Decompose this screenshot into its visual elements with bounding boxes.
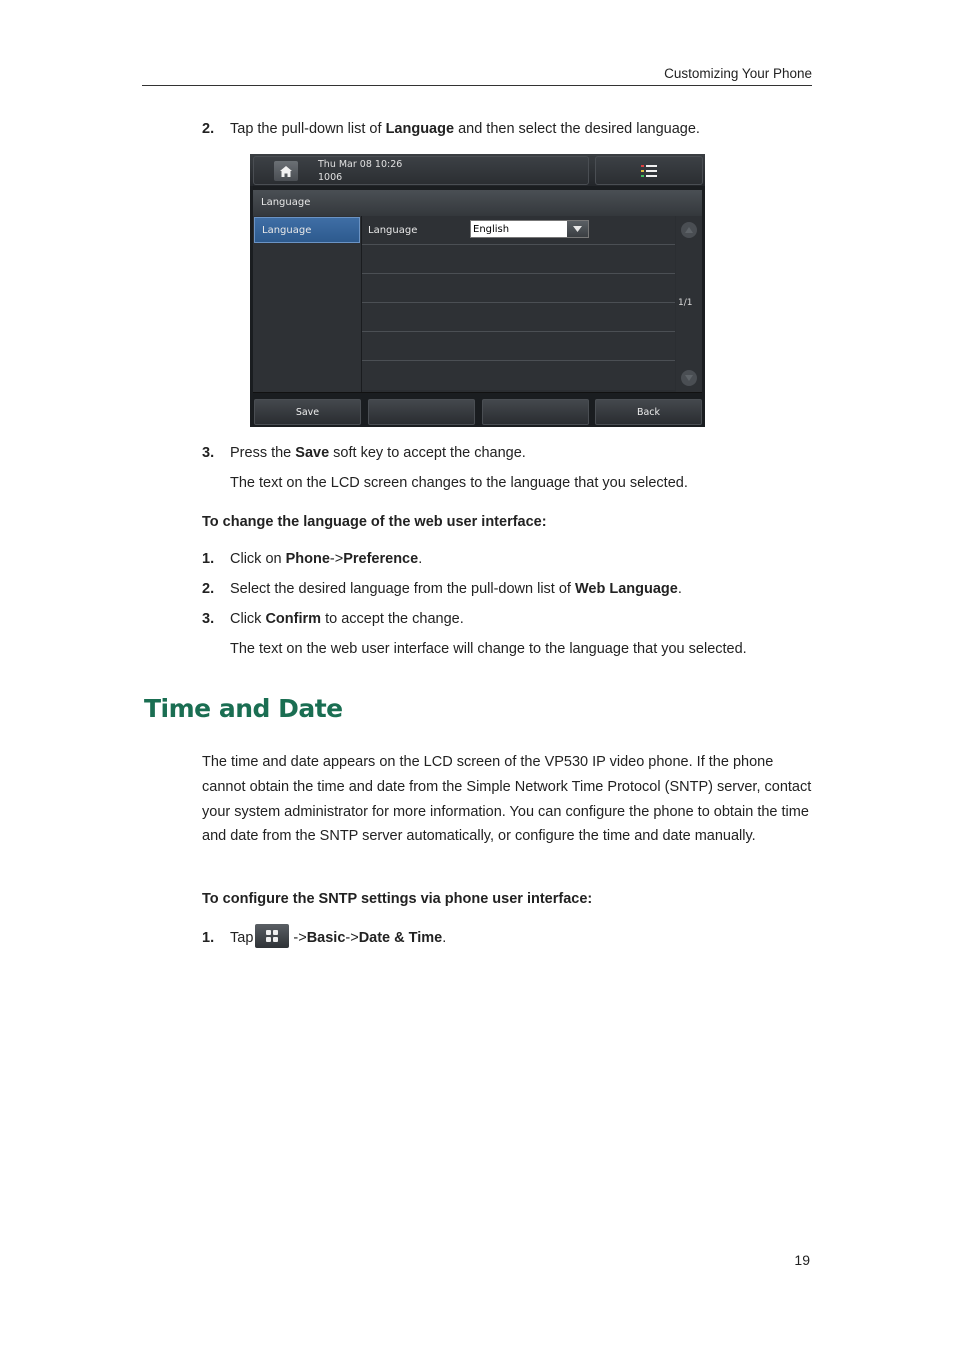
page-number: 19	[794, 1252, 810, 1268]
sntp-step-1	[202, 926, 446, 950]
lcd-title-bar	[253, 190, 702, 216]
step-keyword: Phone	[285, 551, 330, 567]
page-indicator: 1/1	[678, 298, 693, 308]
menu-list-icon[interactable]	[595, 156, 703, 185]
step-number: 2.	[202, 121, 215, 137]
lcd-row-empty	[362, 274, 675, 303]
step-keyword: Confirm	[265, 611, 322, 627]
lcd-setting-rows	[362, 216, 675, 392]
step-text: .	[677, 581, 682, 597]
lcd-top-bar	[250, 154, 705, 186]
lcd-date: Thu Mar 08 10:26	[318, 159, 403, 170]
step-text: and then select the desired language.	[454, 121, 700, 137]
language-select[interactable]	[470, 220, 589, 238]
lcd-extension: 1006	[318, 172, 343, 183]
web-step-3	[202, 609, 464, 629]
home-icon[interactable]	[274, 161, 298, 181]
softkey-back[interactable]: Back	[595, 399, 702, 425]
phone-lcd-screenshot	[250, 154, 705, 427]
step-text: Tap the pull-down list of	[230, 121, 386, 137]
step-keyword: Date & Time	[358, 929, 443, 946]
web-language-heading: To change the language of the web user interface:	[202, 514, 547, 530]
lcd-row-empty	[362, 303, 675, 332]
step-2-language	[202, 119, 700, 139]
step-3-note: The text on the LCD screen changes to the language that you selected.	[230, 475, 688, 491]
step-text: .	[418, 551, 423, 567]
softkey-blank[interactable]	[482, 399, 589, 425]
lcd-softkeys	[250, 397, 705, 427]
language-select-value: English	[473, 224, 510, 235]
lcd-row-empty	[362, 332, 675, 361]
lcd-scrollbar[interactable]	[676, 216, 702, 392]
section-body: The time and date appears on the LCD screen of the VP530 IP video phone. If the phone cannot obtain the time and date from the Simple Network Time Protocol (SNTP) server, contact your system administrator for more information. You can configure the phone to obtain the time and date from the SNTP server automatically, or configure the time and date manually.	[202, 754, 812, 845]
step-text: ->	[329, 551, 344, 567]
step-keyword: Web Language	[574, 581, 678, 597]
lcd-left-menu	[253, 216, 362, 392]
softkey-blank[interactable]	[368, 399, 475, 425]
step-number: 3.	[202, 445, 215, 461]
step-text: Click on	[230, 551, 286, 567]
dropdown-arrow-icon[interactable]	[567, 221, 588, 237]
step-text: .	[442, 929, 447, 946]
step-text: soft key to accept the change.	[329, 445, 526, 461]
web-step-1	[202, 549, 422, 569]
section-title: Time and Date	[144, 694, 343, 723]
step-number: 3.	[202, 611, 215, 627]
step-text: to accept the change.	[321, 611, 464, 627]
web-step-3-note: The text on the web user interface will change to the language that you selected.	[230, 641, 747, 657]
step-text: ->	[345, 929, 359, 946]
lcd-menu-item-language[interactable]: Language	[254, 217, 360, 243]
step-text: Tap	[230, 929, 254, 946]
step-text: ->	[293, 929, 307, 946]
step-number: 1.	[202, 551, 215, 567]
lcd-row-empty	[362, 245, 675, 274]
step-number: 1.	[202, 929, 215, 946]
lcd-row-empty	[362, 361, 675, 390]
step-keyword: Save	[295, 445, 330, 461]
sntp-heading: To configure the SNTP settings via phone user interface:	[202, 891, 593, 907]
step-keyword: Basic	[306, 929, 346, 946]
scroll-down-icon[interactable]	[681, 370, 697, 386]
lcd-title: Language	[261, 197, 311, 208]
step-text: Press the	[230, 445, 296, 461]
step-3-save	[202, 443, 526, 463]
step-keyword: Language	[385, 121, 455, 137]
step-text: Click	[230, 611, 266, 627]
step-number: 2.	[202, 581, 215, 597]
softkey-save[interactable]: Save	[254, 399, 361, 425]
step-keyword: Preference	[343, 551, 419, 567]
lcd-row-language	[362, 216, 675, 245]
web-step-2	[202, 579, 682, 599]
scroll-up-icon[interactable]	[681, 222, 697, 238]
menu-grid-icon	[255, 924, 289, 948]
running-header: Customizing Your Phone	[142, 66, 812, 86]
lcd-status-bar	[253, 156, 589, 185]
lcd-datetime	[318, 158, 402, 184]
lcd-body	[253, 216, 702, 393]
lcd-row-label: Language	[368, 225, 418, 236]
step-text: Select the desired language from the pull-down list of	[230, 581, 575, 597]
